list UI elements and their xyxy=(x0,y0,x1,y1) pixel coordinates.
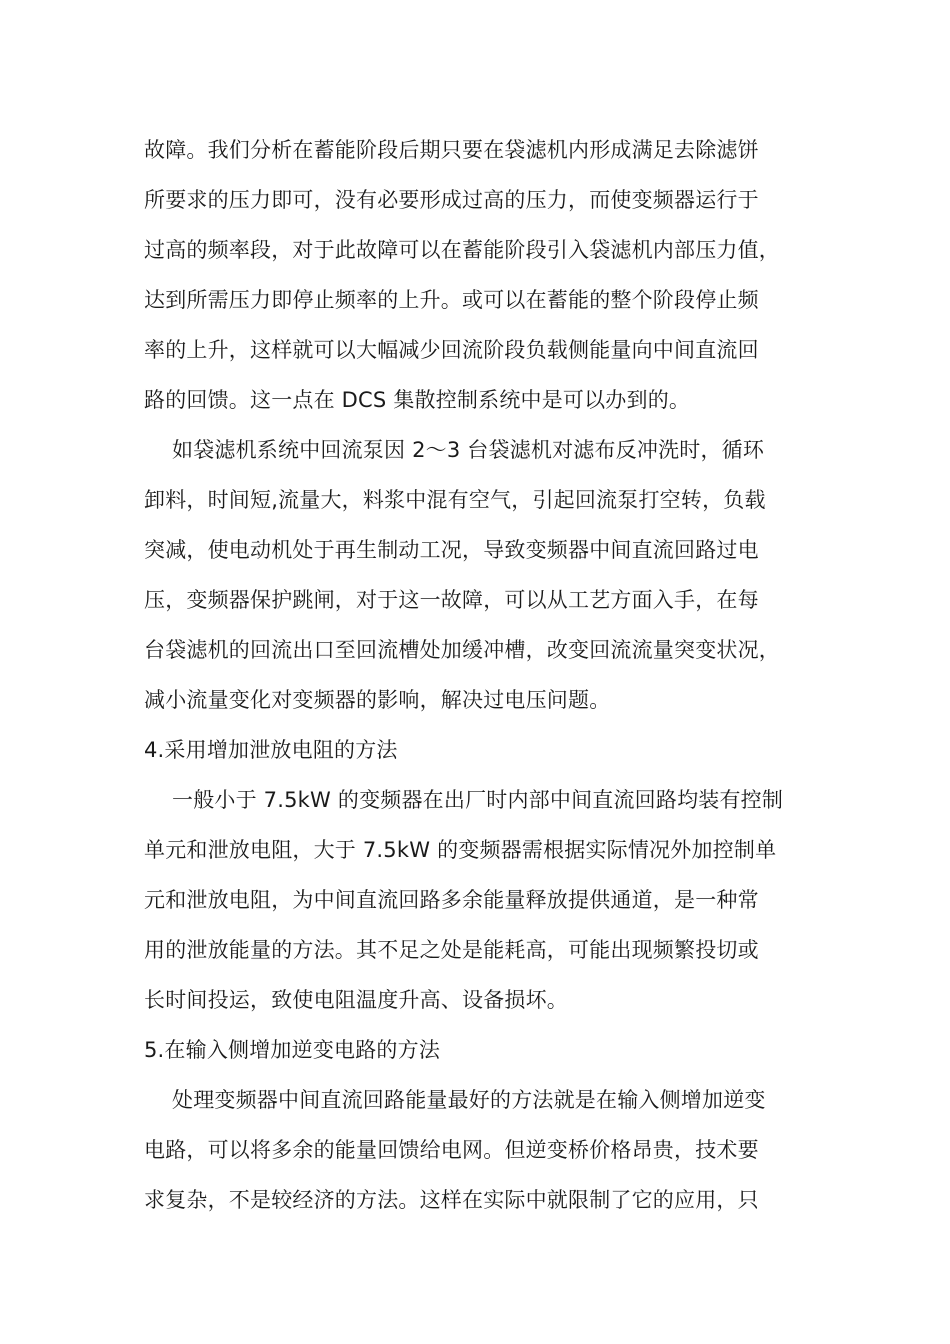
section-heading-5: 5.在输入侧增加逆变电路的方法 xyxy=(144,1038,441,1062)
text-line-12: 减小流量变化对变频器的影响，解决过电压问题。 xyxy=(144,688,611,712)
text-line-9: 突减，使电动机处于再生制动工况，导致变频器中间直流回路过电 xyxy=(144,538,759,562)
text-line-15: 单元和泄放电阻，大于 7.5kW 的变频器需根据实际情况外加控制单 xyxy=(144,838,777,862)
text-line-1: 故障。我们分析在蓄能阶段后期只要在袋滤机内形成满足去除滤饼 xyxy=(144,138,759,162)
text-line-21: 电路，可以将多余的能量回馈给电网。但逆变桥价格昂贵，技术要 xyxy=(144,1138,759,1162)
text-line-18: 长时间投运，致使电阻温度升高、设备损坏。 xyxy=(144,988,568,1012)
text-line-4: 达到所需压力即停止频率的上升。或可以在蓄能的整个阶段停止频 xyxy=(144,288,759,312)
paragraph-4-line-1: 处理变频器中间直流回路能量最好的方法就是在输入侧增加逆变 xyxy=(172,1088,766,1112)
text-line-3: 过高的频率段，对于此故障可以在蓄能阶段引入袋滤机内部压力值， xyxy=(144,238,780,262)
section-heading-4: 4.采用增加泄放电阻的方法 xyxy=(144,738,398,762)
text-line-16: 元和泄放电阻，为中间直流回路多余能量释放提供通道，是一种常 xyxy=(144,888,759,912)
text-line-17: 用的泄放能量的方法。其不足之处是能耗高，可能出现频繁投切或 xyxy=(144,938,759,962)
text-line-6: 路的回馈。这一点在 DCS 集散控制系统中是可以办到的。 xyxy=(144,388,691,412)
text-line-10: 压，变频器保护跳闸，对于这一故障，可以从工艺方面入手，在每 xyxy=(144,588,759,612)
text-line-22: 求复杂，不是较经济的方法。这样在实际中就限制了它的应用，只 xyxy=(144,1188,759,1212)
paragraph-3-line-1: 一般小于 7.5kW 的变频器在出厂时内部中间直流回路均装有控制 xyxy=(172,788,784,812)
text-line-2: 所要求的压力即可，没有必要形成过高的压力，而使变频器运行于 xyxy=(144,188,759,212)
paragraph-2-line-1: 如袋滤机系统中回流泵因 2～3 台袋滤机对滤布反冲洗时，循环 xyxy=(172,438,765,462)
text-line-11: 台袋滤机的回流出口至回流槽处加缓冲槽，改变回流流量突变状况， xyxy=(144,638,780,662)
text-line-8: 卸料，时间短,流量大，料浆中混有空气，引起回流泵打空转，负载 xyxy=(144,488,766,512)
text-line-5: 率的上升，这样就可以大幅减少回流阶段负载侧能量向中间直流回 xyxy=(144,338,759,362)
